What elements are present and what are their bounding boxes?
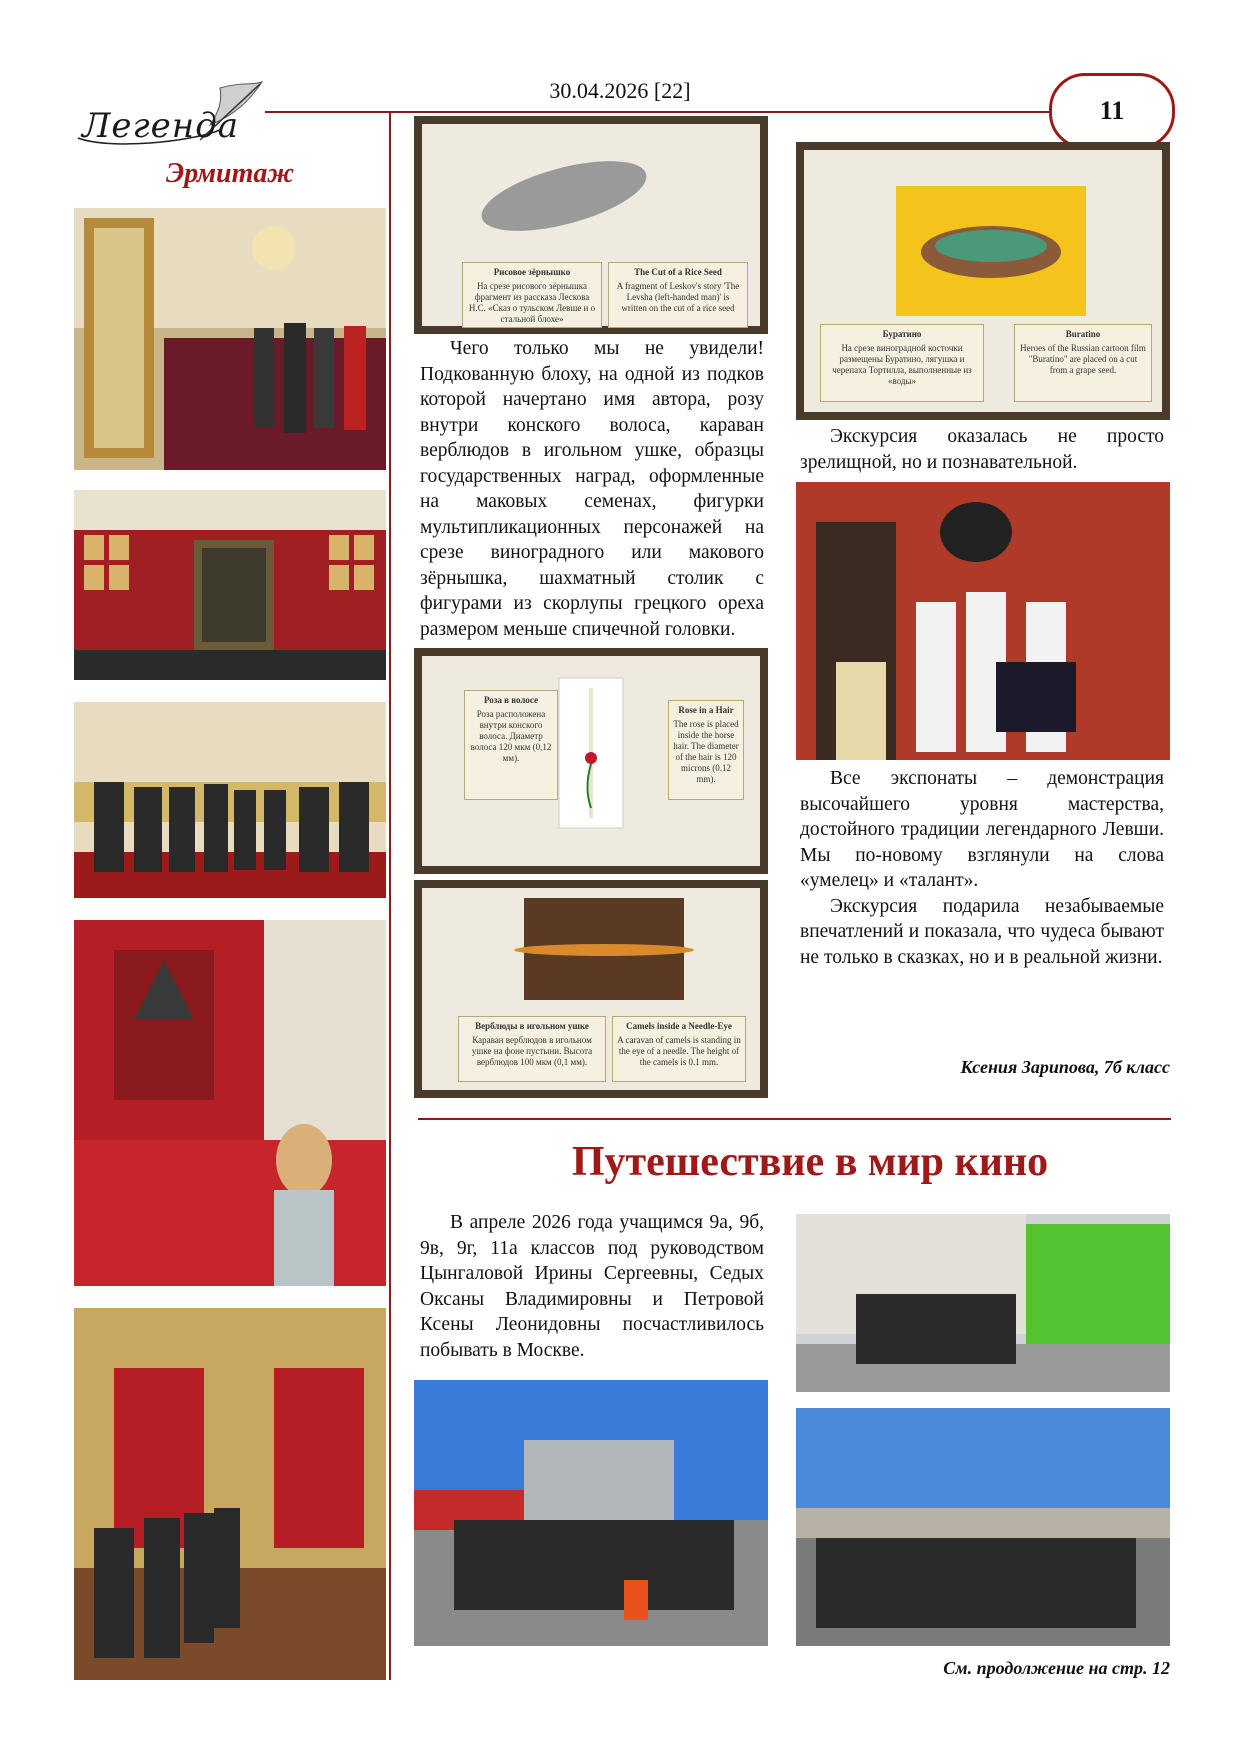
photo-group-bus [796,1214,1170,1392]
label-rice-en: The Cut of a Rice Seed A fragment of Leskov's story 'The Levsha (left-handed man)' is written on the cut of a rice seed [608,262,748,328]
article-separator [418,1118,1171,1120]
page-number: 11 [1049,73,1175,149]
photo-red-hall [74,1308,386,1680]
article2-title: Путешествие в мир кино [571,1139,1049,1185]
label-camels-en: Camels inside a Needle-Eye A caravan of camels is standing in the eye of a needle. The height of the camels is 0.1 mm. [612,1016,746,1082]
label-rose-en: Rose in a Hair The rose is placed inside the horse hair. The diameter of the hair is 120 microns (0.12 mm). [668,700,744,800]
article1-text: Чего только мы не увидели! Подкованную блоху, на одной из подков которой начертано имя автора, розу внутри конского волоса, караван верблюдов в игольном ушке, образцы государственных наград, оформленные на маковых семенах, фигурки мультипликационных персонажей на срезе виноградного или макового зёрнышка, шахматный столик с фигурами из скорлупы грецкого ореха размером меньше спичечной головки. [420,338,764,640]
photo-group-embankment [796,1408,1170,1646]
article2-text: В апреле 2026 года учащимся 9а, 9б, 9в, 9г, 11а классов под руководством Цынгаловой Ирины Сергеевны, Седых Оксаны Владимировны и Петровой Ксены Леонидовны посчастливилось побывать в Москве. [420,1212,764,1361]
photo-throne-room [74,920,386,1286]
photo-war-gallery [74,490,386,680]
logo-text: Легенда [82,106,240,146]
label-buratino-en: Buratino Heroes of the Russian cartoon film "Buratino" are placed on a cut from a grape seed. [1014,324,1152,402]
photo-hermitage-hall [74,208,386,470]
article1-photo-caption: Экскурсия оказалась не просто зрелищной, но и познавательной. [800,426,1164,473]
photo-group-railway [414,1380,768,1646]
logo [70,80,270,160]
label-camels-ru: Верблюды в игольном ушке Караван верблюдов в игольном ушке на фоне пустыни. Высота верблюдов 100 мкм (0,1 мм). [458,1016,606,1082]
section-title: Эрмитаж [165,158,295,189]
photo-students-bull-exhibit [796,482,1170,760]
photo-jordan-staircase [74,702,386,898]
column-divider [389,112,391,1680]
author-byline: Ксения Зарипова, 7б класс [960,1057,1170,1077]
label-rice-ru: Рисовое зёрнышко На срезе рисового зёрнышка фрагмент из рассказа Лескова Н.С. «Сказ о тульском Левше и о стальной блохе» [462,262,602,328]
issue-date: 30.04.2026 [22] [549,78,691,103]
label-rose-ru: Роза в волосе Роза расположена внутри конского волоса. Диаметр волоса 120 мкм (0,12 мм). [464,690,558,800]
continue-note: См. продолжение на стр. 12 [943,1658,1170,1678]
header-rule [265,111,1051,113]
article1-conclusion: Все экспонаты – демонстрация высочайшего уровня мастерства, достойного традиции легендарного Левши. Мы по-новому взглянули на слова «умелец» и «талант». Экскурсия подарила незабываемые впечатлений и показала, что чудеса бывают не только в сказках, но и в реальной жизни. [800,768,1164,968]
label-buratino-ru: Буратино На срезе виноградной косточки размещены Буратино, лягушка и черепаха Тортилла, выполненные из «воды» [820,324,984,402]
